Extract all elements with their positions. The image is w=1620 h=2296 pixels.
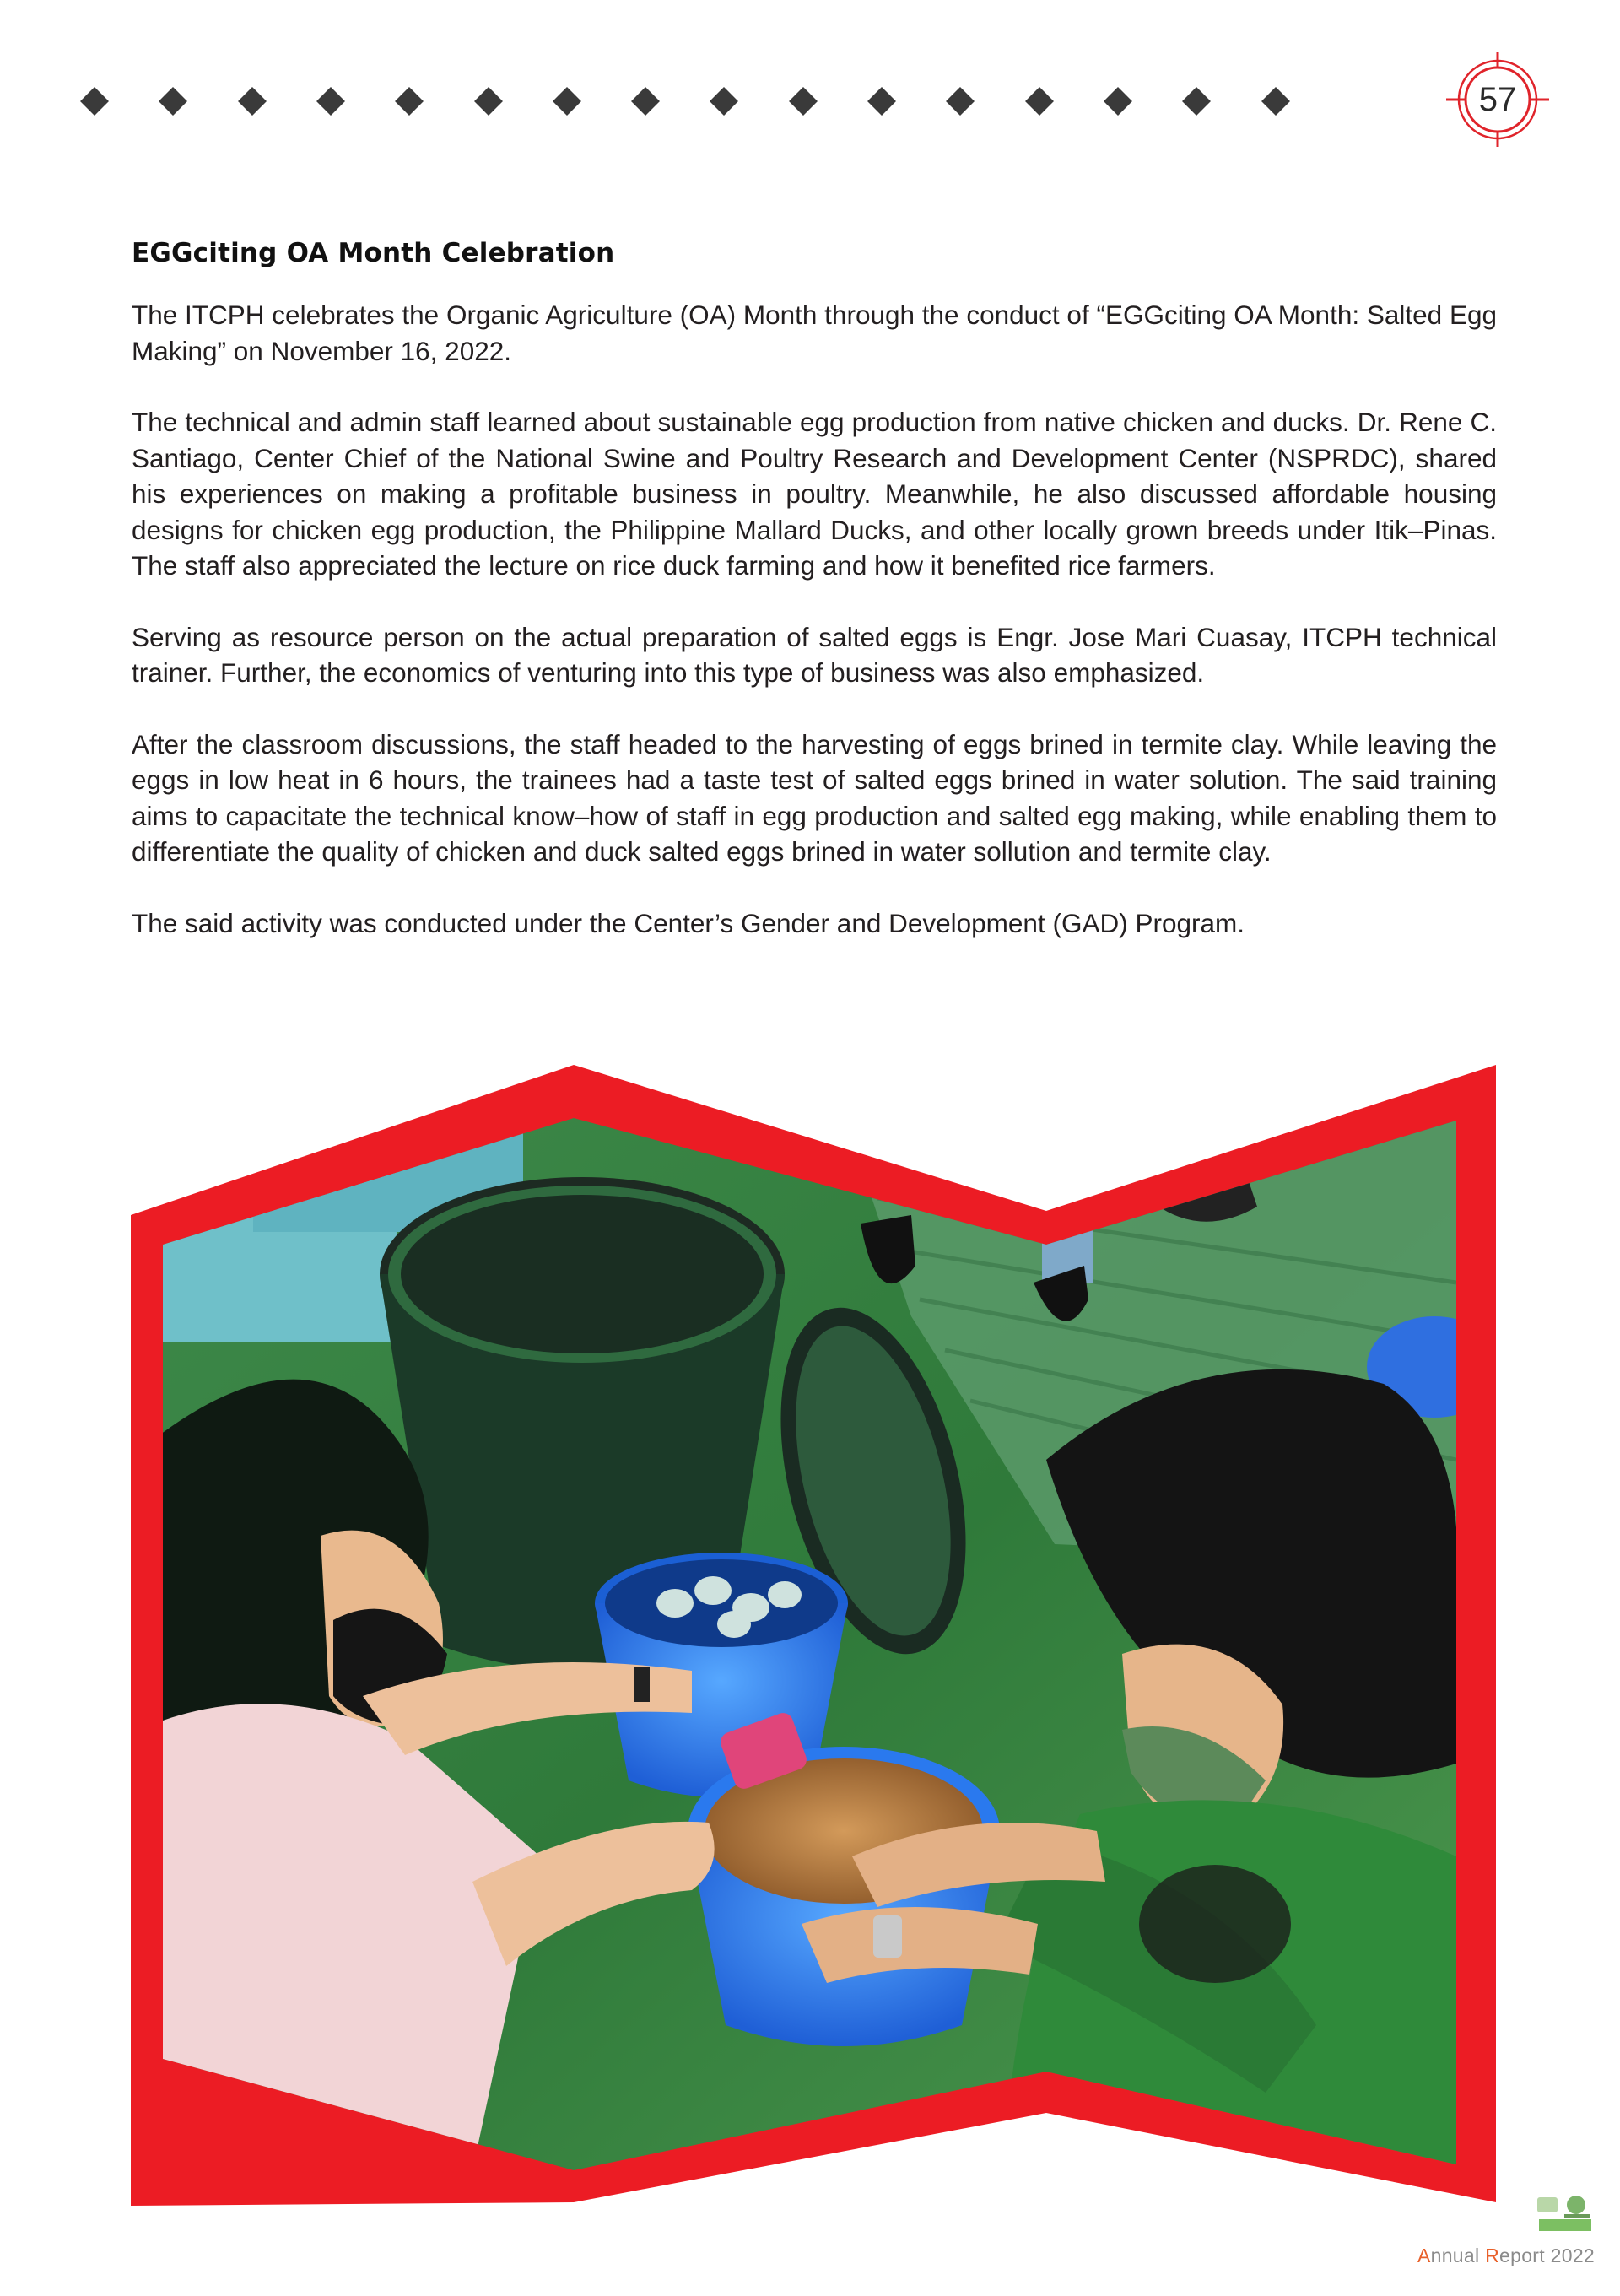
header-diamond [631,87,660,116]
page-number: 57 [1478,80,1517,118]
header-diamond [710,87,738,116]
header-diamond-row [84,84,1291,118]
ati-itcph-logo [1534,2194,1596,2234]
header-diamond [159,87,187,116]
header-diamond [789,87,818,116]
header-diamond [474,87,503,116]
article-paragraph: The said activity was conducted under the Center’s Gender and Development (GAD) Program. [132,907,1245,938]
article-paragraph: The ITCPH celebrates the Organic Agriculture (OA) Month through the conduct of “EGGciting OA Month: Salted Egg Making” on November 16, 2022. [132,300,1497,366]
article-paragraph: Serving as resource person on the actual preparation of salted eggs is Engr. Jose Mari Cuasay, ITCPH technical trainer. Further, the economics of venturing into this type of business was also emphasized. [132,621,1497,688]
header-diamond [553,87,581,116]
header-diamond [1025,87,1054,116]
header-diamond [316,87,345,116]
footer-annual-report: Annual Report 2022 [1417,2245,1595,2266]
header-diamond [80,87,109,116]
article-paragraph: After the classroom discussions, the staff headed to the harvesting of eggs brined in termite clay. While leaving the eggs in low heat in 6 hours, the trainees had a taste test of salted eggs brined in water solution. The said training aims to capacitate the technical know–how of staff in egg production and salted egg making, while enabling them to differentiate the quality of chicken and duck salted eggs brined in water sollution and termite clay. [132,728,1497,867]
header-diamond [238,87,267,116]
header-diamond [867,87,896,116]
header-diamond [1104,87,1132,116]
article-title: EGGciting OA Month Celebration [132,238,615,268]
article [132,238,1497,976]
article-paragraph: The technical and admin staff learned about sustainable egg production from native chicken and ducks. Dr. Rene C. Santiago, Center Chief of the National Swine and Poultry Research and Development Center (NSPRDC), shared his experiences on making a profitable business in poultry. Meanwhile, he also discussed affordable housing designs for chicken egg production, the Philippine Mallard Ducks, and other locally grown breeds under Itik–Pinas. The staff also appreciated the lecture on rice duck farming and how it benefited rice farmers. [132,407,1497,581]
page-number-badge [1434,49,1561,150]
header-diamond [1261,87,1290,116]
header-diamond [1182,87,1211,116]
header-diamond [395,87,424,116]
header-diamond [946,87,975,116]
